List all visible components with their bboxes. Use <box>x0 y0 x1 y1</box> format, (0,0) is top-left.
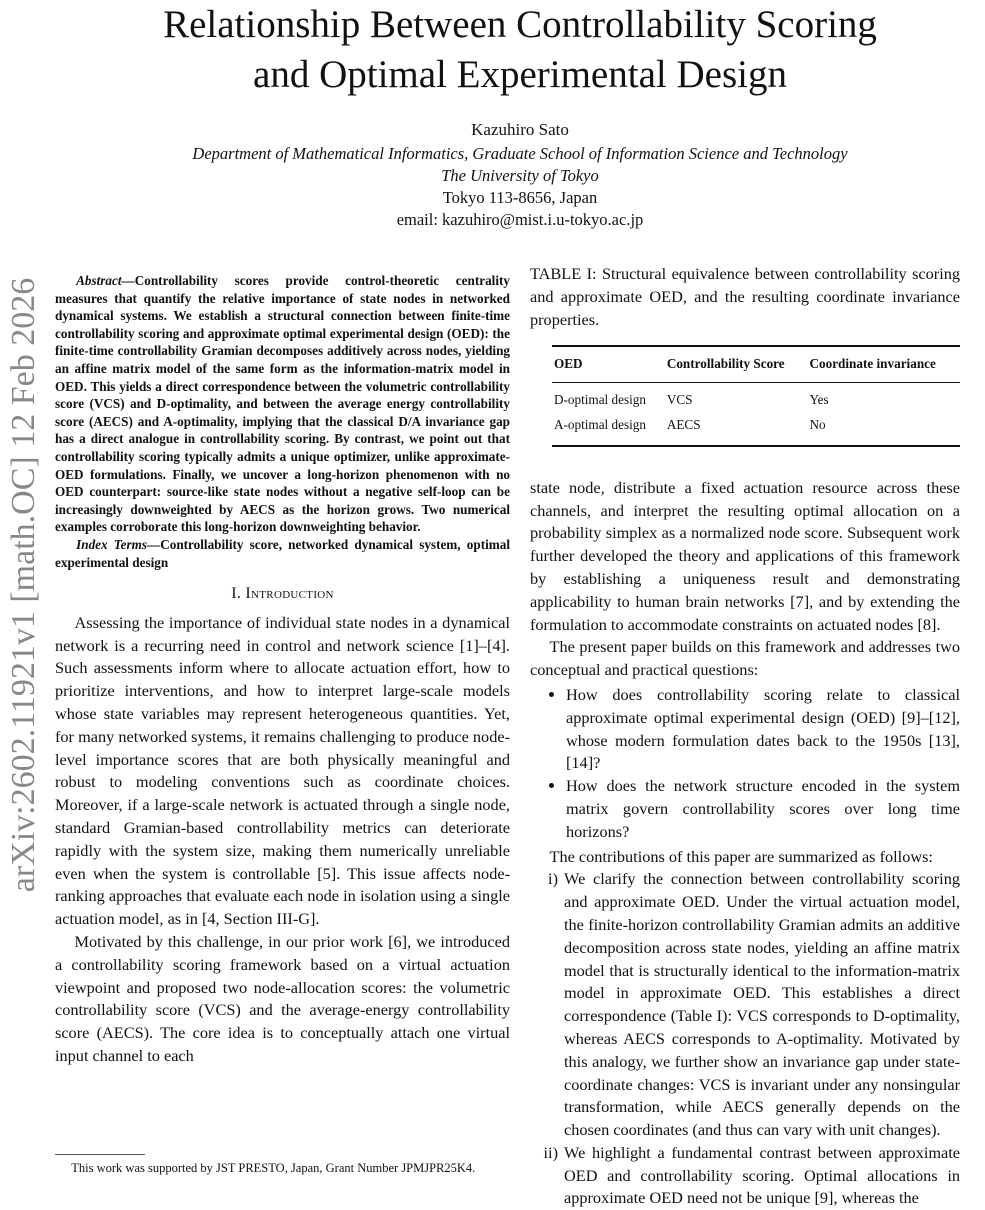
table-cell: A-optimal design <box>552 413 665 446</box>
paper-title <box>0 0 985 100</box>
intro-paragraph-1: Assessing the importance of individual state nodes in a dynamical network is a recurring need in control and network science [1]–[4]. Such assessments inform where to allocate actuation effort, how to prioritize interventions, and how to interpret large-scale models whose state variables may represent heterogeneous quantities. Yet, for many networked systems, it remains challenging to produce node-level importance scores that are both physically meaningful and robust to modeling conventions such as coordinate choices. Moreover, if a large-scale network is actuated through a single node, standard Gramian-based controllability metrics can deteriorate rapidly with the system size, making them numerically unreliable even when the system is controllable [5]. This issue affects node-ranking approaches that evaluate each node in isolation using a single actuation model, as in [4, Section III-G]. <box>55 612 510 929</box>
table-caption: TABLE I: Structural equivalence between controllability scoring and approximate OED, and the resulting coordinate invariance properties. <box>530 264 960 329</box>
contributions-list <box>530 868 960 1210</box>
continued-paragraph: state node, distribute a fixed actuation resource across these channels, and interpret the resulting optimal allocation on a probability simplex as a normalized node score. Subsequent work further developed the theory and applications of this framework by establishing a uniqueness result and demonstrating applicability to human brain networks [7], and by extending the formulation to accommodate constraints on actuated nodes [8]. <box>530 477 960 634</box>
index-terms-label: Index Terms <box>76 536 148 552</box>
table-cell: VCS <box>666 392 693 408</box>
affiliation-university: The University of Tokyo <box>441 166 599 185</box>
right-column <box>530 263 960 1210</box>
list-item: • How does the network structure encoded in the system matrix govern controllability scores over long time horizons? <box>566 775 960 843</box>
list-item: • How does controllability scoring relate to classical approximate optimal experimental design (OED) [9]–[12], whose modern formulation dates back to the 1950s [13], [14]? <box>566 684 960 775</box>
list-item-number: ii) <box>543 1142 558 1162</box>
author-email: email: kazuhiro@mist.i.u-tokyo.ac.jp <box>396 210 644 229</box>
left-column <box>55 272 510 1068</box>
intro-paragraph-2: Motivated by this challenge, in our prior work [6], we introduced a controllability scoring framework based on a virtual actuation viewpoint and proposed two node-allocation scores: the volumetric controllability score (VCS) and the average-energy controllability score (AECS). The core idea is to conceptually attach one virtual input channel to each <box>55 932 510 1066</box>
index-terms <box>55 536 510 571</box>
abstract-label: Abstract <box>76 273 122 288</box>
list-item-text: We highlight a fundamental contrast between approximate OED and controllability scoring. Optimal allocations in approximate OED need not be unique [9], whereas the <box>564 1142 960 1208</box>
title-line-2: and Optimal Experimental Design <box>253 53 787 96</box>
table-header-cell: Coordinate invariance <box>807 346 960 382</box>
abstract-text: —Controllability scores provide control-theoretic centrality measures that quantify the relative importance of state nodes in networked dynamical systems. We establish a structural connection between finite-time controllability scoring and approximate optimal experimental design (OED): the finite-time controllability Gramian decomposes additively across nodes, yielding an affine matrix model of the same form as the information-matrix model in OED. This yields a direct correspondence between the volumetric controllability score (VCS) and D-optimality, and between the average energy controllability score (AECS) and A-optimality, implying that the classical D/A invariance gap has a direct analogue in controllability scoring. By contrast, we point out that controllability scoring typically admits a unique optimizer, unlike approximate-OED formulations. Finally, we uncover a long-horizon phenomenon with no OED counterpart: source-like state nodes without a negative self-loop can be increasingly downweighted by AECS as the horizon grows. Two numerical examples corroborate this long-horizon downweighting behavior. <box>55 273 510 535</box>
comparison-table <box>552 345 960 446</box>
question-list <box>530 684 960 844</box>
present-paper-paragraph: The present paper builds on this framework and addresses two conceptual and practical questions: <box>530 637 960 680</box>
footnote: This work was supported by JST PRESTO, Japan, Grant Number JPMJPR25K4. <box>71 1161 476 1175</box>
table-cell: D-optimal design <box>554 392 646 408</box>
contributions-intro: The contributions of this paper are summarized as follows: <box>549 846 933 866</box>
affiliation <box>0 143 985 231</box>
arxiv-stamp: arXiv:2602.11921v1 [math.OC] 12 Feb 2026 <box>5 277 42 893</box>
affiliation-address: Tokyo 113-8656, Japan <box>442 188 598 207</box>
affiliation-department: Department of Mathematical Informatics, Graduate School of Information Science and Technology <box>192 144 848 163</box>
table-row <box>552 383 960 413</box>
title-line-1: Relationship Between Controllability Scoring <box>163 3 877 46</box>
section-heading-introduction: I. Introduction <box>231 585 334 603</box>
table-cell: Yes <box>809 392 829 408</box>
table-row <box>552 413 960 446</box>
author-name: Kazuhiro Sato <box>471 120 569 139</box>
abstract <box>55 272 510 536</box>
table-cell: No <box>807 413 960 446</box>
list-item-text: We clarify the connection between controllability scoring and approximate OED. Under the virtual actuation model, the finite-horizon controllability Gramian admits an additive decomposition across state nodes, yielding an affine matrix model that is structurally identical to the information-matrix model in approximate OED. This establishes a direct correspondence (Table I): VCS corresponds to D-optimality, whereas AECS corresponds to A-optimality. Motivated by this analogy, we further show an invariance gap under state-coordinate changes: VCS is invariant under any nonsingular transformation, while AECS generally depends on the chosen coordinates (and thus can vary with unit changes). <box>564 869 960 1140</box>
table-header-cell: OED <box>552 346 665 382</box>
table-cell: AECS <box>665 413 808 446</box>
footnote-rule <box>55 1154 145 1155</box>
table-header-row <box>552 346 960 382</box>
list-item <box>548 868 960 1142</box>
table-header-cell: Controllability Score <box>665 346 808 382</box>
list-item-number: i) <box>548 869 558 889</box>
index-terms-text: —Controllability score, networked dynamical system, optimal experimental design <box>55 536 510 570</box>
